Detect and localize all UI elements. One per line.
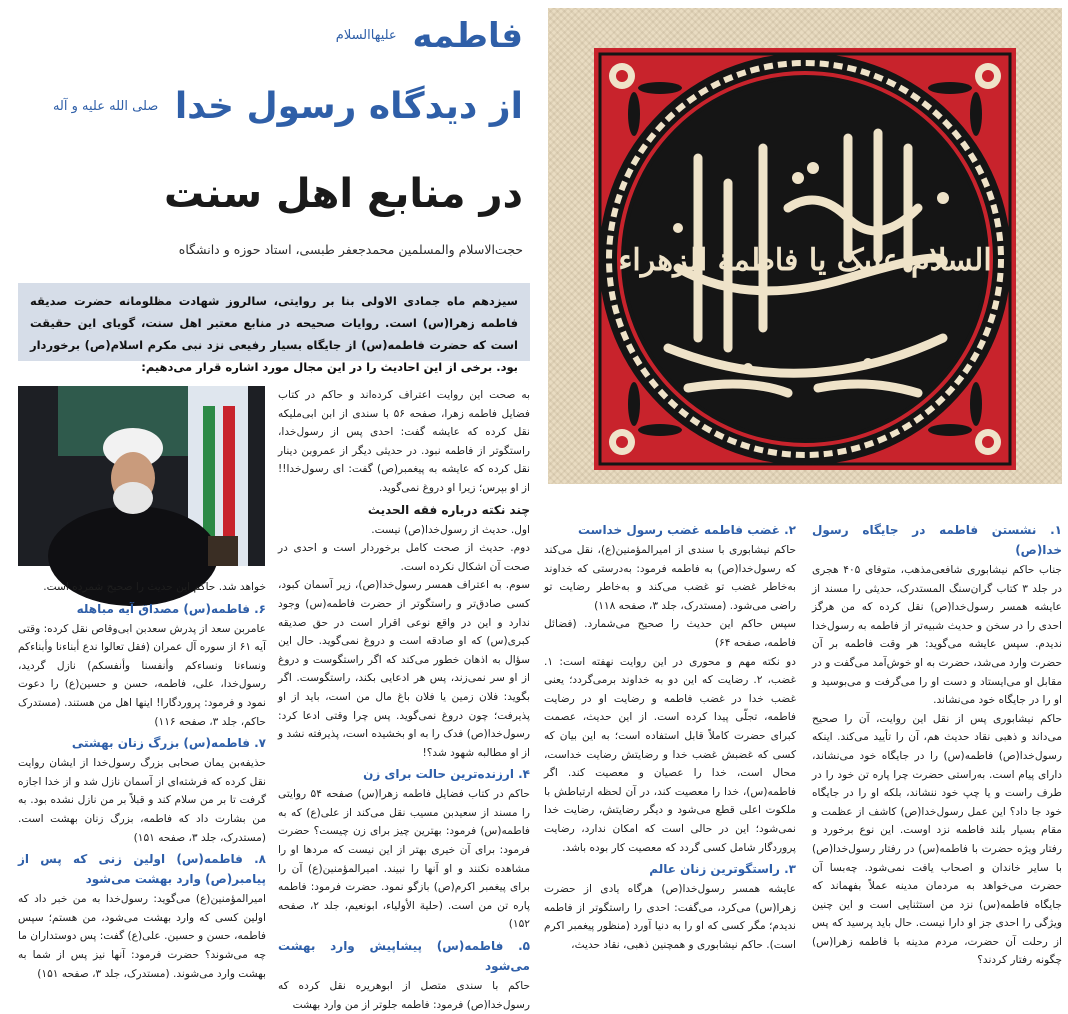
author-photo: [18, 386, 265, 566]
headline-word-fatima: فاطمه: [412, 16, 523, 56]
paragraph: عایشه همسر رسول‌خدا(ص) هرگاه یادی از حضرت زهرا(س) می‌کرد، می‌گفت: احدی را راستگوتر از فاطمه ندیدم؛ مگر کسی که او را به دنیا آورد (منظور پیغمبر اکرم است). حاکم نیشابوری و همچنین ذهبی، نقاد حدیث،: [544, 883, 796, 951]
article-column-3: [278, 386, 530, 1011]
section-heading-3: ۳. راستگوترین زنان عالم: [649, 862, 796, 877]
paragraph: سوم. به اعتراف همسر رسول‌خدا(ص)، زیر آسمان کبود، کسی صادق‌تر و راستگوتر از حضرت فاطمه(س) وجود ندارد و این در واقع نوعی اقرار است در حق صدیقه کبری(س) که او صادقه است و دروغ نمی‌گوید. حال این سؤال به اذهان خطور می‌کند که اگر راستگوست و دروغ از او سر نمی‌زند، پس هر ادعایی بکند، راستگوست. اگر بگوید: فلان زمین یا فلان باغ مال من است، باید از او پذیرفت؛ چون دروغ نمی‌گوید. پس چرا وقتی ادعا کرد: رسول‌خدا(ص) فدک را به او بخشیده است، پذیرفته نشد و از او مطالبه شهود شد؟!: [278, 579, 530, 759]
paragraph: خواهد شد. حاکم این حدیث را صحیح شمرده است.: [43, 581, 266, 593]
paragraph: حاکم نیشابوری با سندی از امیرالمؤمنین(ع)، نقل می‌کند که رسول‌خدا(ص) به فاطمه فرمود: به‌درستی که خداوند به‌خاطر غضب تو غضب می‌کند و به‌خاطر رضایت تو راضی می‌شود. (مستدرک، جلد ۳، صفحه ۱۱۸): [544, 544, 796, 612]
paragraph: عامربن سعد از پدرش سعدبن ابی‌وقاص نقل کرده: وقتی آیه ۶۱ از سوره آل عمران (فقل تعالوا ندع أبناءنا وأبناءکم ونساءنا ونساءکم وأنفسنا وأنفسکم) نازل گردید، رسول‌خدا، علی، فاطمه، حسن و حسین(ع) را دعوت نمود و فرمود: پروردگارا! اینها اهل من هستند. (مستدرک حاکم، جلد ۳، صفحه ۱۱۶): [18, 622, 266, 728]
headline-line-2: [43, 84, 523, 130]
section-heading-7: ۷. فاطمه(س) بزرگ زنان بهشتی: [71, 736, 266, 751]
author-byline: حجت‌الاسلام والمسلمین محمدجعفر طبسی، استاد حوزه و دانشگاه: [178, 242, 523, 257]
calligraphy-artwork: [548, 8, 1062, 484]
section-heading-1: ۱. نشستن فاطمه در جایگاه رسول خدا(ص): [812, 523, 1062, 557]
section-heading-8: ۸. فاطمه(س) اولین زنی که پس از پیامبر(ص) وارد بهشت می‌شود: [18, 852, 266, 887]
calligraphy-text: السلام علیک یا فاطمة الزهراء: [618, 243, 992, 278]
paragraph: حذیفه‌بن یمان صحابی بزرگ رسول‌خدا از ایشان روایت نقل کرده که فرشته‌ای از آسمان نازل شد و از خدا اجازه گرفت تا بر من سلام کند و قبلاً بر من نازل نشده بود. به من بشارت داد که فاطمه، بزرگ زنان بهشت است. (مستدرک، جلد ۳، صفحه ۱۵۱): [18, 757, 266, 844]
paragraph: سپس حاکم این حدیث را صحیح می‌شمارد. (فضائل فاطمه، صفحه ۶۴): [544, 618, 796, 649]
headline-line-1: [103, 14, 523, 58]
section-heading-4: ۴. ارزنده‌ترین حالت برای زن: [363, 767, 530, 782]
headline-line-3: در منابع اهل سنت: [164, 171, 523, 217]
section-heading-2: ۲. غضب فاطمه غضب رسول خداست: [577, 523, 796, 537]
article-column-1: [812, 518, 1062, 993]
section-heading-fiqh: چند نکته درباره فقه الحدیث: [367, 502, 530, 517]
intro-paragraph: سیزدهم ماه جمادی الاولی بنا بر روایتی، سالروز شهادت مظلومانه حضرت صدیقه فاطمه زهرا(س) است. روایات صحیحه در منابع معتبر اهل سنت، گویای این حقیقت است که حضرت فاطمه(س) از جایگاه بسیار رفیعی نزد نبی مکرم اسلام(ص) برخوردار بود. برخی از این احادیث را در این مجال مورد اشاره قرار می‌دهیم:: [18, 283, 530, 361]
author-photo-illustration: [18, 386, 265, 566]
paragraph: به صحت این روایت اعتراف کرده‌اند و حاکم در کتاب فضایل فاطمه زهرا، صفحه ۵۶ با سندی از ابن ابی‌ملیکه نقل کرده که عایشه گفت: احدی پس از رسول‌خدا، راستگوتر از فاطمه نبود. در حدیثی دیگر از عمروبن دینار نقل کرده که عایشه به پیغمبر(ص) گفت: ای رسول‌خدا!! از او بپرس؛ زیرا او دروغ نمی‌گوید.: [278, 389, 530, 494]
paragraph: حاکم نیشابوری پس از نقل این روایت، آن را صحیح می‌داند و ذهبی نقاد حدیث هم، آن را تأیید می‌کند. اینکه رسول‌خدا(ص) فاطمه(س) را در جایگاه خود می‌نشاند، دارای پیام است. به‌راستی حضرت چرا پاره تن خود را در طرف راست و یا چپ خود ننشاند، بلکه او را در جایگاه خود جا داد؟ این عمل رسول‌خدا(ص) کاشف از عظمت و مقام بسیار بلند فاطمه نزد اوست. این نوع برخورد و رفتار ویژه حضرت با فاطمه(س) در رفتار رسول‌خدا(ص) با سایر خاندان و اصحاب یافت نمی‌شود. چه‌بسا آن حضرت می‌خواهد به مردمان مدینه عملاً بفهماند که جایگاه فاطمه(س) نزد من استثنایی است و این چنین ویژگی را احدی جز او دارا نیست. حال باید پرسید که پس از رحلت آن حضرت، مردم مدینه با فاطمه زهرا(س) چگونه رفتار کردند؟: [812, 712, 1062, 967]
paragraph: اول. حدیث از رسول‌خدا(ص) نیست.: [371, 523, 530, 536]
article-column-4: [18, 578, 266, 993]
paragraph: حاکم در کتاب فضایل فاطمه زهرا(س) صفحه ۵۴ روایتی را مسند از سعیدبن مسیب نقل می‌کند از علی(ع) که به فاطمه(س) فرمود: بهترین چیز برای زن چیست؟ حضرت فرمود: برای آن خیری بهتر از این نیست که مردها او را مشاهده نکنند و او آنها را نبیند. امیرالمؤمنین(ع) آن را برای پیغمبر اکرم(ص) بازگو نمود. حضرت فرمود: فاطمه پاره تن من است. (حلیة الأولیاء، ابونعیم، جلد ۲، صفحه ۱۵۲): [278, 788, 530, 931]
article-column-2: [544, 518, 796, 993]
honorific-prophet: صلی الله علیه و آله: [52, 99, 159, 114]
headline-prophet: از دیدگاه رسول خدا: [174, 86, 523, 127]
section-heading-5: ۵. فاطمه(س) پیشاپیش وارد بهشت می‌شود: [278, 939, 530, 974]
paragraph: جناب حاکم نیشابوری شافعی‌مذهب، متوفای ۴۰۵ هجری در جلد ۳ کتاب گران‌سنگ المستدرک، حدیثی را مسند از عایشه همسر رسول‌خدا(ص) نقل کرده که من هرگز احدی را در سخن و حدیث شبیه‌تر از فاطمه به رسول‌خدا ندیدم. سپس عایشه می‌گوید: هر وقت فاطمه بر آن حضرت وارد می‌شد، حضرت به او خوش‌آمد می‌گفت و در مقابل او می‌ایستاد و دست او را می‌گرفت و می‌بوسید و او را در جایگاه خود می‌نشاند.: [812, 564, 1063, 707]
paragraph: امیرالمؤمنین(ع) می‌گوید: رسول‌خدا به من خبر داد که اولین کسی که وارد بهشت می‌شود، من هستم؛ سپس فاطمه، حسن و حسین. علی(ع) گفت: پس دوستداران ما چه می‌شوند؟ حضرت فرمود: آنها نیز پس از شما به بهشت وارد می‌شوند. (مستدرک، جلد ۳، صفحه ۱۵۱): [18, 893, 266, 980]
calligraphy-frame: [548, 8, 1062, 484]
paragraph: حاکم با سندی متصل از ابوهریره نقل کرده که رسول‌خدا(ص) فرمود: فاطمه جلوتر از من وارد بهشت: [278, 980, 530, 1011]
paragraph: دو نکته مهم و محوری در این روایت نهفته است: ۱. غضب، ۲. رضایت که این دو به خداوند برمی‌گردد؛ یعنی غضب خدا در غضب فاطمه و رضایت او در رضایت فاطمه، تجلّی پیدا کرده است. از این حدیث، عصمت کبرای حضرت کاملاً قابل استفاده است؛ به این بیان که کسی که غضبش غضب خدا و رضایتش رضایت خداست، محال است، خدا را عصیان و معصیت کند. اگر فاطمه(س)، خدا را معصیت کند، در آن لحظه ارتباطش با ملکوت اعلی قطع می‌شود و دیگر رضایتش، رضایت خدا نمی‌شود؛ این در حالی است که امکان ندارد، رضایت پروردگار شامل کسی گردد که معصیت کار بوده باشد.: [544, 655, 796, 854]
paragraph: دوم. حدیث از صحت کامل برخوردار است و احدی در صحت آن اشکال نکرده است.: [278, 542, 530, 573]
honorific-fatima: علیهاالسلام: [335, 28, 397, 43]
section-heading-6: ۶. فاطمه(س) مصداق آیه مباهله: [76, 601, 266, 616]
